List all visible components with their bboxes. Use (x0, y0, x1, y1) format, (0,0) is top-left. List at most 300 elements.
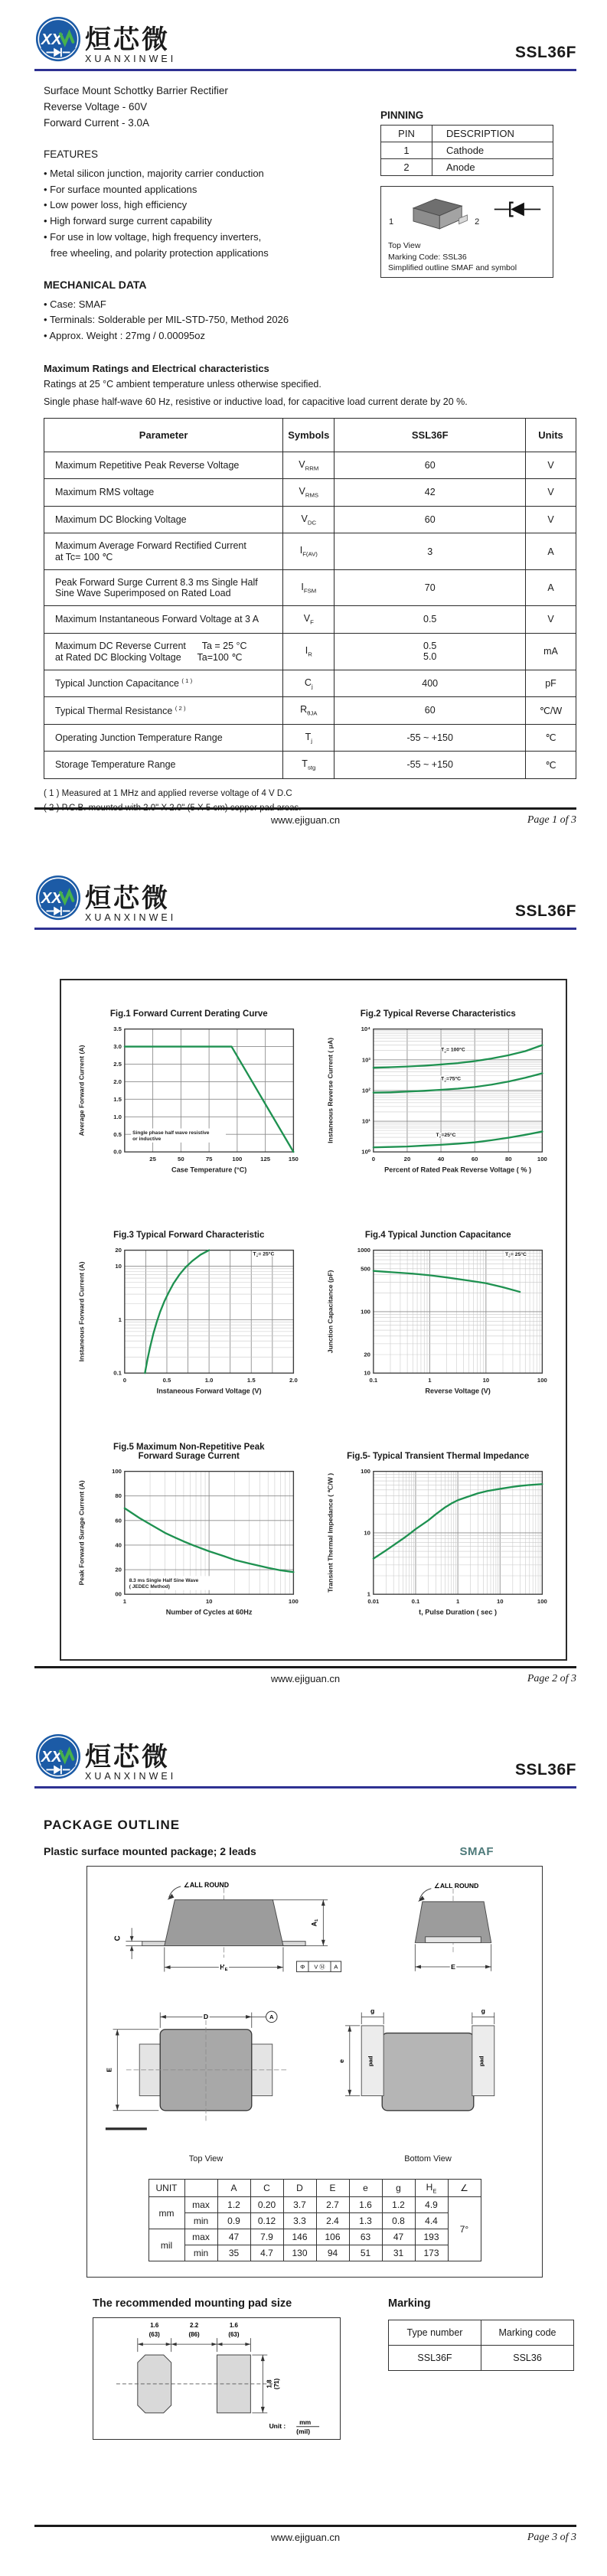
svg-text:1.5: 1.5 (246, 1376, 256, 1384)
svg-text:(63): (63) (148, 2331, 160, 2339)
brand-name-cn: 烜芯微 (85, 25, 170, 54)
package-drawing-box (86, 1866, 543, 2278)
brand-logo-icon (34, 1733, 82, 1784)
table-cell: SSL36 (481, 2346, 574, 2371)
svg-text:0.5: 0.5 (162, 1376, 171, 1384)
parameter-cell: Peak Forward Surge Current 8.3 ms Single Half Sine Wave Superimposed on Rated Load (44, 570, 283, 606)
table-row (44, 418, 576, 452)
brand-name-en: XUANXINWEI (85, 1771, 177, 1782)
svg-text:40: 40 (115, 1541, 122, 1549)
svg-text:(71): (71) (273, 2379, 281, 2390)
footer-website: www.ejiguan.cn (270, 814, 341, 826)
brand-logo (34, 15, 576, 67)
dim-value-cell: 0.9 (217, 2213, 250, 2229)
dim-value-cell: 4.4 (415, 2213, 448, 2229)
svg-text:XX: XX (41, 889, 62, 907)
svg-text:0: 0 (371, 1155, 376, 1162)
dim-value-cell: 130 (283, 2245, 316, 2261)
svg-text:1: 1 (367, 1590, 371, 1598)
part-number: SSL36F (514, 1761, 576, 1779)
svg-text:60: 60 (472, 1155, 478, 1162)
dim-value-cell: 31 (382, 2245, 415, 2261)
svg-text:1.8: 1.8 (266, 2379, 273, 2389)
dim-value-cell: 1.3 (349, 2213, 382, 2229)
svg-text:10: 10 (364, 1529, 371, 1537)
column-header: Marking code (481, 2320, 574, 2346)
page-1 (0, 0, 607, 859)
svg-text:50: 50 (177, 1155, 184, 1162)
figure-title: Fig.5 Maximum Non-Repetitive Peak Forward Surage Current (113, 1443, 265, 1462)
chart-svg (76, 1020, 302, 1201)
svg-text:10: 10 (497, 1597, 504, 1605)
pin2-label: 2 (475, 217, 480, 227)
table-cell: 1 (381, 142, 432, 159)
svg-text:1: 1 (456, 1597, 460, 1605)
value-cell: 3 (335, 533, 526, 570)
column-header: Units (526, 418, 576, 452)
svg-text:XX: XX (41, 31, 62, 48)
schottky-diode-symbol-icon (493, 199, 542, 223)
parameter-cell: Maximum RMS voltage (44, 479, 283, 507)
feature-item: free wheeling, and polarity protection applications (51, 246, 269, 259)
part-number: SSL36F (514, 44, 576, 61)
svg-text:100: 100 (111, 1468, 122, 1475)
package-outline-subtitle: Plastic surface mounted package; 2 leads (44, 1845, 256, 1857)
curve-label: $T_J= 25^\circ C$ (253, 1251, 275, 1259)
mechanical-title: MECHANICAL DATA (44, 278, 147, 291)
brand-name-en: XUANXINWEI (85, 912, 177, 923)
dim-value-cell: 106 (316, 2229, 349, 2245)
pad-label: pad (367, 2056, 374, 2067)
pinning-section (380, 109, 553, 278)
intro-line: Forward Current - 3.0A (44, 116, 150, 129)
value-cell: 0.5 5.0 (335, 633, 526, 670)
column-header: e (349, 2180, 382, 2197)
figure-title: Fig.4 Typical Junction Capacitance (364, 1231, 511, 1241)
table-row (44, 533, 576, 570)
column-header (184, 2180, 217, 2197)
figure-1 (76, 996, 302, 1205)
brand-name-cn: 烜芯微 (85, 884, 170, 913)
dim-value-cell: 4.7 (250, 2245, 283, 2261)
svg-text:100: 100 (361, 1468, 371, 1475)
ratings-section (44, 363, 576, 817)
figure-title: Fig.1 Forward Current Derating Curve (109, 1009, 268, 1019)
symbol-cell: $V_F$ (283, 606, 335, 634)
svg-text:20: 20 (364, 1351, 371, 1358)
svg-text:150: 150 (288, 1155, 299, 1162)
value-cell: 70 (335, 570, 526, 606)
svg-text:10: 10 (115, 1263, 122, 1270)
dimensions-table (148, 2179, 481, 2261)
parameter-cell: Maximum DC Reverse Current Ta = 25 °C at Rated DC Blocking Voltage Ta=100 ℃ (44, 633, 283, 670)
table-row (44, 606, 576, 634)
figure-5 (76, 1438, 302, 1647)
svg-text:1.0: 1.0 (113, 1113, 122, 1120)
dim-e-label: e (338, 2059, 346, 2063)
column-header: Type number (389, 2320, 481, 2346)
column-header: E (316, 2180, 349, 2197)
svg-text:20: 20 (115, 1247, 122, 1254)
parameter-cell: Maximum Repetitive Peak Reverse Voltage (44, 452, 283, 479)
unit-cell: V (526, 452, 576, 479)
top-view-caption: Top View (188, 2154, 224, 2164)
chart-annotation: Single phase half wave resistive (132, 1130, 210, 1136)
symbol-cell: $T_j$ (283, 724, 335, 752)
symbol-cell: $V_{DC}$ (283, 506, 335, 533)
svg-text:2.5: 2.5 (113, 1060, 122, 1068)
dim-C-label: C (113, 1935, 122, 1942)
dim-value-cell: 63 (349, 2229, 382, 2245)
figure-4 (325, 1217, 551, 1426)
dim-value-cell: 51 (349, 2245, 382, 2261)
symbol-cell: $V_{RRM}$ (283, 452, 335, 479)
mounting-pad-title: The recommended mounting pad size (93, 2297, 292, 2310)
svg-text:100: 100 (537, 1376, 548, 1384)
page-footer (34, 807, 576, 828)
symbol-cell: $C_j$ (283, 670, 335, 697)
table-row (44, 506, 576, 533)
dim-value-cell: 47 (382, 2229, 415, 2245)
symbol-cell: $I_{F(AV)}$ (283, 533, 335, 570)
page-2 (0, 859, 607, 1717)
svg-text:60: 60 (115, 1517, 122, 1524)
dim-value-cell: 94 (316, 2245, 349, 2261)
pad-label: pad (478, 2056, 485, 2067)
chart-svg (325, 1462, 551, 1643)
brand-logo-icon (34, 874, 82, 925)
table-row (148, 2245, 481, 2261)
table-row (44, 697, 576, 725)
svg-text:0.1: 0.1 (113, 1369, 122, 1377)
dim-value-cell: 0.12 (250, 2213, 283, 2229)
curve-label: $T_J= 100^\circ C$ (441, 1047, 465, 1055)
x-axis-label: Reverse Voltage (V) (425, 1387, 491, 1395)
svg-text:0.1: 0.1 (411, 1597, 420, 1605)
table-row (44, 479, 576, 507)
table-row (381, 142, 553, 159)
table-row (389, 2320, 574, 2346)
ratings-subtitle: Ratings at 25 °C ambient temperature unless otherwise specified. (44, 378, 321, 390)
intro-line: Surface Mount Schottky Barrier Rectifier (44, 85, 228, 96)
feature-item: High forward surge current capability (50, 215, 212, 227)
svg-text:10³: 10³ (362, 1056, 371, 1064)
figure-3 (76, 1217, 302, 1426)
unit-cell: mm (148, 2197, 184, 2229)
unit-cell: ℃/W (526, 697, 576, 725)
limit-cell: min (184, 2213, 217, 2229)
footer-website: www.ejiguan.cn (270, 1673, 341, 1684)
chart-svg (325, 1020, 551, 1201)
svg-text:1: 1 (118, 1316, 122, 1323)
svg-text:V Ⓜ: V Ⓜ (313, 1963, 325, 1971)
page-header (34, 0, 576, 67)
svg-text:80: 80 (115, 1492, 122, 1500)
dim-value-cell: 35 (217, 2245, 250, 2261)
mechanical-item: Terminals: Solderable per MIL-STD-750, Method 2026 (49, 314, 289, 326)
chart-annotation: or inductive (132, 1136, 162, 1142)
y-axis-label: Junction Capacitance (pF) (326, 1270, 335, 1354)
column-header: UNIT (148, 2180, 184, 2197)
svg-text:1: 1 (428, 1376, 432, 1384)
caption-line: Simplified outline SMAF and symbol (388, 262, 517, 272)
svg-text:2.0: 2.0 (113, 1078, 122, 1085)
mechanical-item: Case: SMAF (50, 298, 106, 310)
column-header: D (283, 2180, 316, 2197)
svg-text:2.2: 2.2 (190, 2322, 199, 2330)
svg-text:0.01: 0.01 (367, 1597, 380, 1605)
parameter-cell: Operating Junction Temperature Range (44, 724, 283, 752)
package-caption (388, 240, 517, 273)
brand-logo (34, 874, 576, 925)
column-header: C (250, 2180, 283, 2197)
parameter-cell: Maximum DC Blocking Voltage (44, 506, 283, 533)
figure-6 (325, 1438, 551, 1647)
value-cell: 60 (335, 697, 526, 725)
brand-logo-icon (34, 15, 82, 67)
brand-logo (34, 1733, 576, 1784)
unit-cell: ℃ (526, 752, 576, 779)
dim-value-cell: 0.8 (382, 2213, 415, 2229)
all-round-label: ∠ALL ROUND (183, 1880, 229, 1889)
dim-value-cell: 3.7 (283, 2197, 316, 2213)
part-number: SSL36F (514, 902, 576, 920)
chart-svg (76, 1462, 302, 1643)
unit-cell: A (526, 533, 576, 570)
svg-text:2.0: 2.0 (289, 1376, 298, 1384)
symbol-cell: $R_{\theta JA}$ (283, 697, 335, 725)
footer-website: www.ejiguan.cn (270, 2532, 341, 2543)
unit-cell: mA (526, 633, 576, 670)
svg-text:1.5: 1.5 (113, 1095, 122, 1103)
dim-value-cell: 2.7 (316, 2197, 349, 2213)
package-name: SMAF (459, 1845, 494, 1858)
svg-text:10⁴: 10⁴ (361, 1026, 371, 1033)
parameter-cell: Storage Temperature Range (44, 752, 283, 779)
svg-text:00: 00 (115, 1590, 122, 1598)
unit-cell: pF (526, 670, 576, 697)
unit-cell: V (526, 606, 576, 634)
brand-name-cn: 烜芯微 (85, 1743, 170, 1772)
unit-label: Unit : (269, 2422, 286, 2431)
pin1-label: 1 (389, 217, 394, 227)
page-number: Page 3 of 3 (527, 2532, 576, 2543)
y-axis-label: Average Forward Current (A) (77, 1045, 86, 1136)
svg-text:XX: XX (41, 1748, 62, 1766)
page-3 (0, 1717, 607, 2576)
dim-value-cell: 2.4 (316, 2213, 349, 2229)
dim-E-label: E (105, 2067, 113, 2072)
table-row (44, 633, 576, 670)
datum-A-label: A (269, 2014, 274, 2021)
dim-value-cell: 1.2 (217, 2197, 250, 2213)
svg-text:10⁰: 10⁰ (361, 1148, 371, 1156)
table-row (44, 752, 576, 779)
package-outline-title: PACKAGE OUTLINE (44, 1818, 181, 1832)
dim-D-label: D (203, 2013, 209, 2021)
symbol-cell: $I_R$ (283, 633, 335, 670)
figure-title: Fig.2 Typical Reverse Characteristics (360, 1009, 516, 1019)
column-header: $H_E$ (415, 2180, 448, 2197)
bottom-view-drawing (317, 2004, 539, 2164)
column-header: A (217, 2180, 250, 2197)
dim-value-cell: 1.2 (382, 2197, 415, 2213)
table-row (381, 126, 553, 142)
dim-value-cell: 146 (283, 2229, 316, 2245)
svg-text:40: 40 (438, 1155, 445, 1162)
dim-g-label: g (370, 2007, 375, 2015)
value-cell: 60 (335, 506, 526, 533)
footer-rule (34, 2525, 576, 2527)
x-axis-label: Number of Cycles at 60Hz (165, 1608, 253, 1616)
feature-item: For use in low voltage, high frequency inverters, (50, 230, 262, 243)
parameter-cell: Typical Junction Capacitance $^{( 1 )}$ (44, 670, 283, 697)
bottom-view-caption: Bottom View (404, 2154, 452, 2164)
caption-line: Marking Code: SSL36 (388, 252, 467, 262)
end-view-drawing (387, 1877, 519, 1993)
table-cell: Anode (432, 159, 553, 176)
svg-text:1000: 1000 (357, 1247, 371, 1254)
footer-rule (34, 1666, 576, 1668)
x-axis-label: Instaneous Forward Voltage (V) (156, 1387, 262, 1395)
svg-text:0.0: 0.0 (113, 1148, 122, 1156)
svg-text:(86): (86) (188, 2331, 200, 2339)
unit-cell: mil (148, 2229, 184, 2261)
column-header: SSL36F (335, 418, 526, 452)
description-header: DESCRIPTION (432, 126, 553, 142)
mounting-pad-section (93, 2297, 341, 2440)
value-cell: 400 (335, 670, 526, 697)
table-cell: 2 (381, 159, 432, 176)
dim-value-cell: 4.9 (415, 2197, 448, 2213)
svg-text:10: 10 (364, 1369, 371, 1377)
curve-Tj25 (374, 1132, 543, 1148)
intro-line: Reverse Voltage - 60V (44, 100, 148, 112)
pin-header: PIN (381, 126, 432, 142)
table-row (44, 724, 576, 752)
x-axis-label: Percent of Rated Peak Reverse Voltage ( % ) (384, 1166, 532, 1174)
feature-item: For surface mounted applications (50, 183, 197, 195)
package-outline-box (380, 186, 553, 278)
svg-text:75: 75 (205, 1155, 213, 1162)
svg-text:3.0: 3.0 (113, 1043, 122, 1051)
all-round-label: ∠ALL ROUND (433, 1881, 478, 1890)
marking-table (388, 2320, 574, 2371)
table-row (148, 2229, 481, 2245)
header-rule (34, 928, 576, 930)
table-row (148, 2180, 481, 2197)
mounting-pad-drawing (93, 2317, 341, 2440)
table-row (381, 159, 553, 176)
svg-text:0.1: 0.1 (369, 1376, 378, 1384)
svg-text:1.0: 1.0 (204, 1376, 214, 1384)
page-footer (34, 2525, 576, 2545)
table-row (44, 452, 576, 479)
dim-value-cell: 47 (217, 2229, 250, 2245)
table-cell: Cathode (432, 142, 553, 159)
ratings-title: Maximum Ratings and Electrical characteristics (44, 362, 269, 374)
chart-annotation: ( JEDEC Method) (129, 1583, 170, 1590)
column-header: Symbols (283, 418, 335, 452)
parameter-cell: Maximum Average Forward Rectified Current at Tc= 100 ℃ (44, 533, 283, 570)
chart-svg (325, 1241, 551, 1422)
unit-cell: V (526, 479, 576, 507)
svg-text:1.6: 1.6 (150, 2322, 159, 2330)
chart-svg (76, 1241, 302, 1422)
features-title: FEATURES (44, 148, 99, 160)
angle-cell: 7° (448, 2197, 481, 2261)
dim-g-label: g (481, 2007, 485, 2015)
svg-text:100: 100 (361, 1308, 371, 1316)
symbol-cell: $V_{RMS}$ (283, 479, 335, 507)
table-row (389, 2346, 574, 2371)
page-header (34, 1717, 576, 1784)
characteristic-curves-box (60, 979, 567, 1661)
dim-value-cell: 193 (415, 2229, 448, 2245)
value-cell: 0.5 (335, 606, 526, 634)
limit-cell: min (184, 2245, 217, 2261)
brand-name-en: XUANXINWEI (85, 54, 177, 64)
side-view-drawing (111, 1877, 356, 1993)
value-cell: -55 ~ +150 (335, 752, 526, 779)
svg-text:10: 10 (482, 1376, 490, 1384)
marking-section (388, 2297, 574, 2440)
y-axis-label: Instaneous Reverse Current ( μA) (326, 1037, 335, 1143)
y-axis-label: Instaneous Forward Current (A) (77, 1261, 86, 1362)
dim-value-cell: 1.6 (349, 2197, 382, 2213)
table-cell: SSL36F (389, 2346, 481, 2371)
ratings-tbody (44, 452, 576, 778)
svg-text:mm: mm (299, 2418, 312, 2427)
table-row (44, 670, 576, 697)
unit-cell: ℃ (526, 724, 576, 752)
dim-value-cell: 0.20 (250, 2197, 283, 2213)
svg-text:80: 80 (505, 1155, 512, 1162)
dim-A1-label: A1 (310, 1919, 319, 1927)
feature-item: Low power loss, high efficiency (50, 199, 188, 211)
svg-text:10: 10 (205, 1597, 213, 1605)
curve-label: $T_J=25^\circ C$ (436, 1132, 456, 1140)
value-cell: 42 (335, 479, 526, 507)
dim-E-label: E (450, 1962, 455, 1971)
column-header: g (382, 2180, 415, 2197)
unit-cell: V (526, 506, 576, 533)
curve-label: $T_J= 25^\circ C$ (505, 1251, 527, 1259)
ratings-table (44, 418, 576, 779)
value-cell: -55 ~ +150 (335, 724, 526, 752)
svg-text:1: 1 (122, 1597, 126, 1605)
limit-cell: max (184, 2197, 217, 2213)
header-rule (34, 69, 576, 71)
limit-cell: max (184, 2229, 217, 2245)
table-row (148, 2213, 481, 2229)
symbol-cell: $T_{stg}$ (283, 752, 335, 779)
svg-text:0.5: 0.5 (113, 1130, 122, 1138)
page-footer (34, 1666, 576, 1687)
svg-text:1.6: 1.6 (229, 2322, 238, 2330)
svg-text:100: 100 (537, 1155, 548, 1162)
header-rule (34, 1786, 576, 1789)
symbol-cell: $I_{FSM}$ (283, 570, 335, 606)
svg-text:10¹: 10¹ (362, 1117, 371, 1125)
y-axis-label: Peak Forward Surage Current (A) (77, 1480, 86, 1586)
svg-text:A: A (333, 1963, 338, 1971)
marking-title: Marking (388, 2297, 431, 2310)
footer-rule (34, 807, 576, 810)
fig2-reverse-chart (325, 1020, 551, 1205)
dim-value-cell: 173 (415, 2245, 448, 2261)
caption-line: Top View (388, 241, 421, 251)
